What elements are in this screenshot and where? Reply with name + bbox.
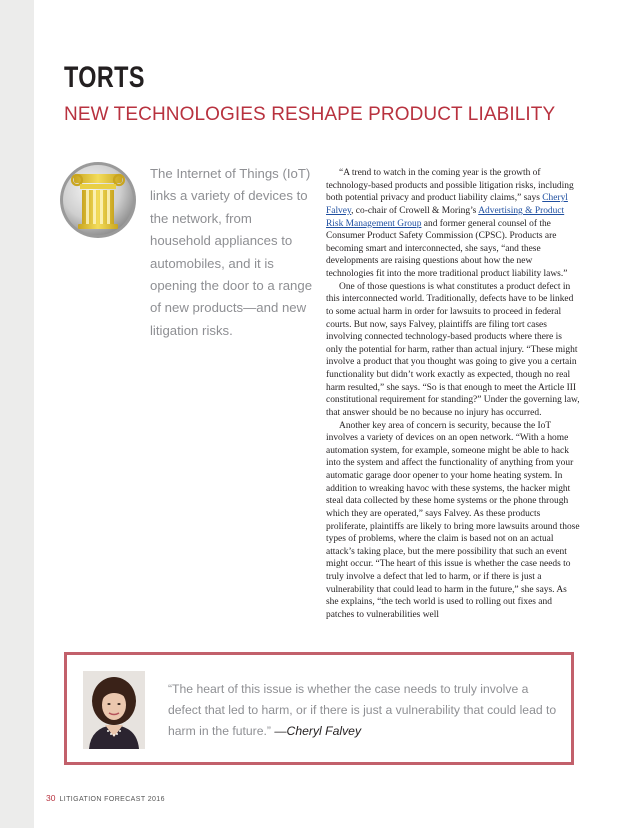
pull-quote-box — [64, 652, 574, 765]
article-paragraph: One of those questions is what constitutes a product defect in this interconnected world. Traditionally, defects have to be linked to some actual harm in order for lawsuits to proceed in federal courts. But now, says Falvey, plaintiffs are filing tort cases involving connected technology-based products where there is only the potential for harm, rather than actual injury. “These might involve a product that you thought was going to give you a certain functionality but didn’t work exactly as expected, though no real harm resulted,” she says. “So is that enough to meet the Article III constitutional requirement for standing?” Under the governing law, that answer should be no because no injury has occurred. — [326, 281, 580, 418]
author-portrait — [83, 671, 145, 749]
article-body — [326, 167, 580, 622]
article-paragraph: Another key area of concern is security, because the IoT involves a variety of devices on an open network. “With a home automation system, for example, someone might be able to hack into the system and affect the functionality of anything from your automatic garage door opener to your home heating system. In addition to wreaking havoc with these systems, the hacker might steal data collected by these home systems or the phone through which they are operated,” says Falvey. As these products proliferate, plaintiffs are likely to bring more lawsuits around those types of problems, where the claim is based not on an actual attack’s taking place, but the mere possibility that such an event might occur. “The heart of this issue is whether the case needs to truly involve a defect that led to harm, or if there is just a vulnerability that could lead to harm in the future,” she says. As she explains, “the tech world is used to rolling out fixes and patches to vulnerabilities well — [326, 420, 580, 620]
article-text: , co-chair of Crowell & Moring’s — [351, 205, 479, 216]
quote-attribution: —Cheryl Falvey — [274, 724, 362, 738]
page-subtitle: NEW TECHNOLOGIES RESHAPE PRODUCT LIABILITY — [64, 104, 556, 125]
article-paragraph — [326, 167, 580, 281]
advertising-product-risk-group-link[interactable]: Advertising & Product Risk Management Group — [326, 205, 565, 229]
article-text: and former general counsel of the Consumer Product Safety Commission (CPSC). Products are becoming smart and interconnected, she says, “and these developments are raising questions about how the new technologies fit into the more traditional product liability laws.” — [326, 218, 568, 279]
left-margin-strip — [0, 0, 34, 828]
publication-name: LITIGATION FORECAST 2016 — [59, 796, 165, 803]
page-footer — [46, 793, 165, 803]
pull-quote-text: “The heart of this issue is whether the case needs to truly involve a defect that led to harm, or if there is just a vulnerability that could lead to harm in the future.” — [168, 682, 557, 738]
intro-text: The Internet of Things (IoT) links a variety of devices to the network, from household appliances to automobiles, and it is opening the door to a range of new products—and new litigation risks. — [150, 166, 313, 338]
cheryl-falvey-link[interactable]: Cheryl Falvey — [326, 193, 568, 216]
article-text: “A trend to watch in the coming year is the growth of technology-based products and possible litigation risks, including both potential privacy and product liability claims,” says — [326, 168, 574, 204]
section-title: TORTS — [64, 61, 145, 94]
column-pillar-icon — [58, 160, 138, 240]
pull-quote — [168, 679, 563, 742]
page-number: 30 — [46, 793, 56, 803]
